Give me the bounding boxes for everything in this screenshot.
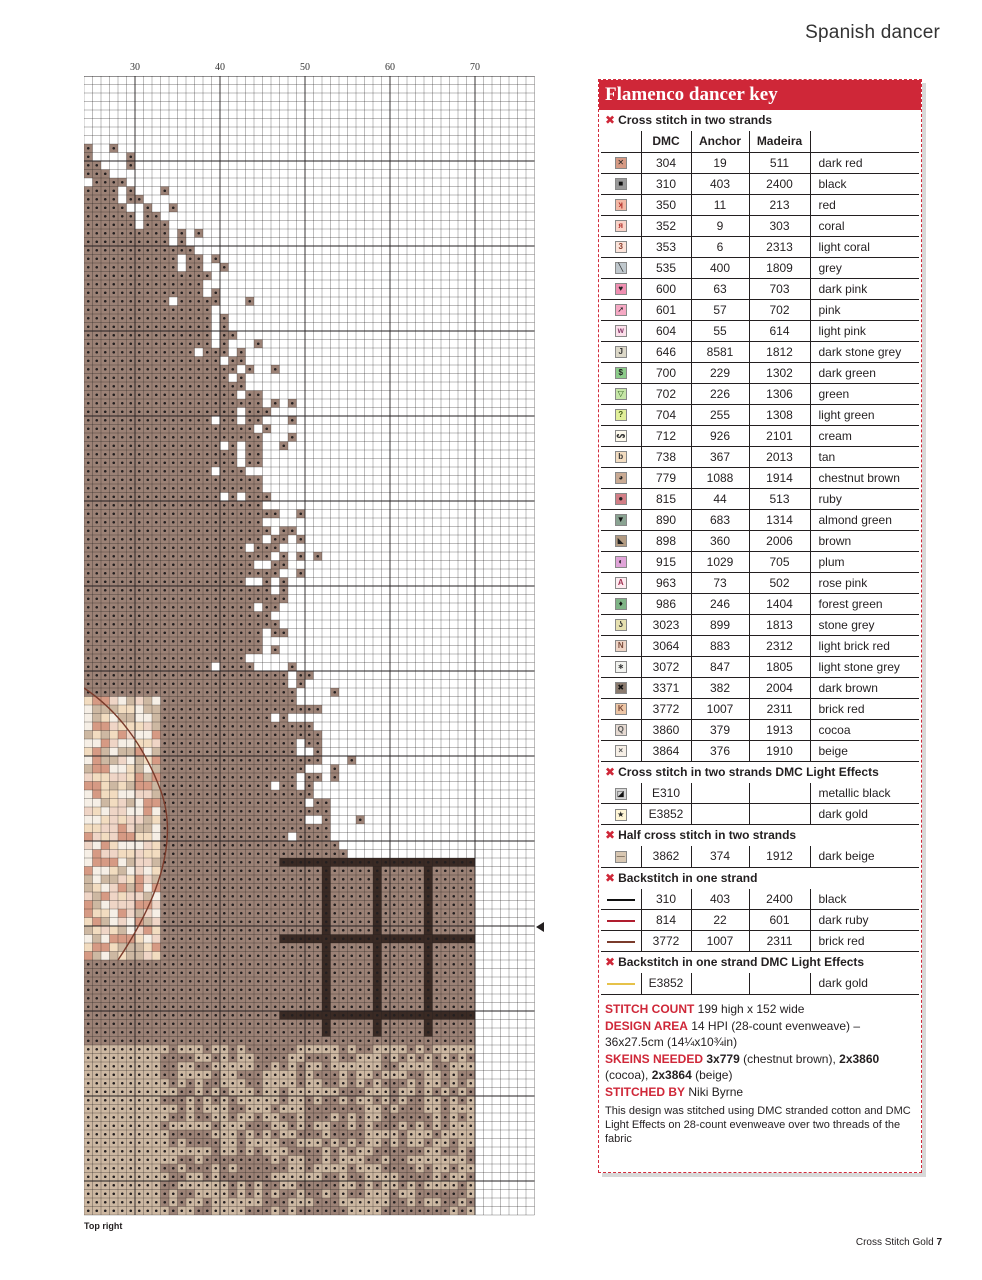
dmc-code: 963 <box>641 572 691 593</box>
key-row <box>601 572 919 593</box>
stitch-symbol-icon: ★ <box>615 809 627 821</box>
column-number: 60 <box>385 62 395 73</box>
stitch-symbol-icon: b <box>615 451 627 463</box>
symbol-cell <box>601 551 641 572</box>
table-header-row <box>601 131 919 152</box>
stitch-symbol-icon: ▼ <box>615 514 627 526</box>
anchor-code: 19 <box>691 152 749 173</box>
dmc-code: 310 <box>641 173 691 194</box>
anchor-code: 1088 <box>691 467 749 488</box>
cross-stitch-table <box>601 131 919 762</box>
key-row <box>601 320 919 341</box>
color-name: rose pink <box>810 572 919 593</box>
stitch-symbol-icon: $ <box>615 367 627 379</box>
color-name: black <box>810 889 919 910</box>
madeira-code: 2311 <box>749 698 810 719</box>
madeira-code: 213 <box>749 194 810 215</box>
key-row <box>601 719 919 740</box>
key-row <box>601 152 919 173</box>
key-row <box>601 910 919 931</box>
anchor-code: 1007 <box>691 931 749 952</box>
symbol-cell <box>601 404 641 425</box>
dmc-code: 779 <box>641 467 691 488</box>
color-name: brown <box>810 530 919 551</box>
symbol-cell <box>601 278 641 299</box>
madeira-code: 702 <box>749 299 810 320</box>
symbol-cell <box>601 889 641 910</box>
section-light-effects: ✖ Cross stitch in two strands DMC Light Effects <box>605 764 879 779</box>
color-name: stone grey <box>810 614 919 635</box>
anchor-code: 376 <box>691 740 749 761</box>
color-name: grey <box>810 257 919 278</box>
anchor-code: 6 <box>691 236 749 257</box>
stitch-symbol-icon: 3 <box>615 241 627 253</box>
symbol-cell <box>601 530 641 551</box>
color-name: dark ruby <box>810 910 919 931</box>
color-name: dark gold <box>810 973 919 994</box>
key-row <box>601 530 919 551</box>
madeira-code: 1914 <box>749 467 810 488</box>
anchor-code: 374 <box>691 846 749 867</box>
symbol-cell <box>601 257 641 278</box>
symbol-cell <box>601 320 641 341</box>
key-row <box>601 614 919 635</box>
dmc-code: 898 <box>641 530 691 551</box>
stitch-count: STITCH COUNT 199 high x 152 wide <box>605 1001 805 1016</box>
color-name: dark brown <box>810 677 919 698</box>
madeira-code: 1813 <box>749 614 810 635</box>
cross-icon: ✖ <box>605 113 616 127</box>
madeira-code: 705 <box>749 551 810 572</box>
key-row <box>601 425 919 446</box>
dmc-code: 3772 <box>641 698 691 719</box>
anchor-code: 11 <box>691 194 749 215</box>
key-row <box>601 973 919 994</box>
color-name: light brick red <box>810 635 919 656</box>
symbol-cell <box>601 383 641 404</box>
anchor-code: 8581 <box>691 341 749 362</box>
section-half-cross: ✖ Half cross stitch in two strands <box>605 828 797 842</box>
symbol-cell <box>601 719 641 740</box>
madeira-code: 2312 <box>749 635 810 656</box>
anchor-code <box>691 973 749 994</box>
thread-key-panel <box>598 79 922 1173</box>
stitch-symbol-icon: ᔕ <box>616 431 626 441</box>
symbol-cell <box>601 593 641 614</box>
dmc-code: E3852 <box>641 973 691 994</box>
madeira-code: 513 <box>749 488 810 509</box>
symbol-cell <box>601 656 641 677</box>
madeira-code: 1404 <box>749 593 810 614</box>
dmc-code: 3862 <box>641 846 691 867</box>
center-arrow-icon <box>536 922 544 932</box>
madeira-code: 1812 <box>749 341 810 362</box>
key-row <box>601 677 919 698</box>
color-name: green <box>810 383 919 404</box>
page-footer: Cross Stitch Gold 7 <box>855 1237 942 1248</box>
symbol-cell <box>601 740 641 761</box>
madeira-code: 1913 <box>749 719 810 740</box>
skeins-needed: SKEINS NEEDED 3x779 (chestnut brown), 2x3860 (cocoa), 2x3864 (beige) <box>605 1051 880 1082</box>
stitch-symbol-icon: ◐ <box>615 556 627 568</box>
key-row <box>601 846 919 867</box>
backstitch-light-table <box>601 973 919 995</box>
symbol-cell <box>601 173 641 194</box>
cross-icon: ✖ <box>605 955 616 969</box>
stitch-symbol-icon: × <box>615 745 627 757</box>
symbol-cell <box>601 509 641 530</box>
dmc-code: 700 <box>641 362 691 383</box>
dmc-code: 915 <box>641 551 691 572</box>
key-row <box>601 488 919 509</box>
color-name: ruby <box>810 488 919 509</box>
symbol-cell <box>601 299 641 320</box>
stitched-by: STITCHED BY Niki Byrne <box>605 1084 744 1099</box>
symbol-cell <box>601 467 641 488</box>
color-name: dark pink <box>810 278 919 299</box>
anchor-code: 1007 <box>691 698 749 719</box>
stitch-symbol-icon: я <box>615 220 627 232</box>
anchor-code: 63 <box>691 278 749 299</box>
color-name: brick red <box>810 698 919 719</box>
dmc-code: 353 <box>641 236 691 257</box>
dmc-code: 3072 <box>641 656 691 677</box>
key-row <box>601 656 919 677</box>
color-name: light pink <box>810 320 919 341</box>
madeira-code <box>749 783 810 804</box>
color-name: coral <box>810 215 919 236</box>
key-row <box>601 446 919 467</box>
symbol-cell <box>601 572 641 593</box>
madeira-code: 601 <box>749 910 810 931</box>
stitch-symbol-icon: ◕ <box>615 472 627 484</box>
key-row <box>601 551 919 572</box>
madeira-code: 511 <box>749 152 810 173</box>
dmc-code: 352 <box>641 215 691 236</box>
header-madeira: Madeira <box>749 131 810 152</box>
stitch-info <box>599 995 921 1146</box>
stitch-symbol-icon: ♥ <box>615 283 627 295</box>
dmc-code: 738 <box>641 446 691 467</box>
anchor-code: 57 <box>691 299 749 320</box>
dmc-code: 890 <box>641 509 691 530</box>
symbol-cell <box>601 194 641 215</box>
dmc-code: E310 <box>641 783 691 804</box>
anchor-code: 360 <box>691 530 749 551</box>
madeira-code: 502 <box>749 572 810 593</box>
symbol-cell <box>601 804 641 825</box>
dmc-code: 600 <box>641 278 691 299</box>
color-name: light stone grey <box>810 656 919 677</box>
stitch-symbol-icon: w <box>615 325 627 337</box>
madeira-code: 2013 <box>749 446 810 467</box>
column-number: 40 <box>215 62 225 73</box>
stitch-symbol-icon: ● <box>615 493 627 505</box>
section-cross-stitch: ✖ Cross stitch in two strands <box>605 113 773 127</box>
dmc-code: 814 <box>641 910 691 931</box>
dmc-code: 815 <box>641 488 691 509</box>
section-backstitch: ✖ Backstitch in one strand <box>605 870 758 885</box>
anchor-code: 22 <box>691 910 749 931</box>
anchor-code: 255 <box>691 404 749 425</box>
anchor-code: 367 <box>691 446 749 467</box>
key-row <box>601 740 919 761</box>
key-row <box>601 341 919 362</box>
symbol-cell <box>601 677 641 698</box>
madeira-code: 2101 <box>749 425 810 446</box>
color-name: light green <box>810 404 919 425</box>
stitch-symbol-icon: ∗ <box>615 661 627 673</box>
madeira-code: 303 <box>749 215 810 236</box>
stitch-note: This design was stitched using DMC stranded cotton and DMC Light Effects on 28-count evenweave over two threads of the fabric <box>605 1104 911 1145</box>
dmc-code: 702 <box>641 383 691 404</box>
anchor-code: 229 <box>691 362 749 383</box>
column-number: 30 <box>130 62 140 73</box>
dmc-code: 304 <box>641 152 691 173</box>
stitch-symbol-icon: K <box>615 703 627 715</box>
stitch-symbol-icon: ◣ <box>615 535 627 547</box>
stitch-symbol-icon: J <box>615 346 627 358</box>
anchor-code: 1029 <box>691 551 749 572</box>
anchor-code: 382 <box>691 677 749 698</box>
color-name: dark green <box>810 362 919 383</box>
stitch-symbol-icon: ʖ <box>615 619 627 631</box>
backstitch-line-icon <box>607 941 635 943</box>
color-name: dark red <box>810 152 919 173</box>
color-name: tan <box>810 446 919 467</box>
anchor-code: 44 <box>691 488 749 509</box>
key-row <box>601 931 919 952</box>
madeira-code: 1912 <box>749 846 810 867</box>
madeira-code: 1308 <box>749 404 810 425</box>
anchor-code: 847 <box>691 656 749 677</box>
header-anchor: Anchor <box>691 131 749 152</box>
key-row <box>601 783 919 804</box>
stitch-symbol-icon: ✖ <box>615 682 627 694</box>
stitch-symbol-icon: ♦ <box>615 598 627 610</box>
anchor-code: 899 <box>691 614 749 635</box>
symbol-cell <box>601 152 641 173</box>
backstitch-line-icon <box>607 920 635 922</box>
key-row <box>601 509 919 530</box>
key-row <box>601 404 919 425</box>
anchor-code: 403 <box>691 173 749 194</box>
chart-grid-svg <box>84 76 536 1216</box>
anchor-code: 883 <box>691 635 749 656</box>
dmc-code: 646 <box>641 341 691 362</box>
anchor-code: 73 <box>691 572 749 593</box>
madeira-code: 703 <box>749 278 810 299</box>
dmc-code: 712 <box>641 425 691 446</box>
madeira-code: 2311 <box>749 931 810 952</box>
dmc-code: 535 <box>641 257 691 278</box>
color-name: metallic black <box>810 783 919 804</box>
stitch-symbol-icon: — <box>616 852 625 862</box>
page-title: Spanish dancer <box>805 22 940 43</box>
anchor-code: 403 <box>691 889 749 910</box>
dmc-code: E3852 <box>641 804 691 825</box>
dmc-code: 3023 <box>641 614 691 635</box>
madeira-code: 2400 <box>749 889 810 910</box>
color-name: cocoa <box>810 719 919 740</box>
key-row <box>601 257 919 278</box>
cross-icon: ✖ <box>605 764 616 779</box>
anchor-code <box>691 783 749 804</box>
madeira-code: 1809 <box>749 257 810 278</box>
symbol-cell <box>601 425 641 446</box>
chart-caption: Top right <box>84 1221 123 1231</box>
anchor-code: 926 <box>691 425 749 446</box>
symbol-cell <box>601 783 641 804</box>
key-row <box>601 362 919 383</box>
color-name: red <box>810 194 919 215</box>
backstitch-line-icon <box>607 899 635 901</box>
symbol-cell <box>601 931 641 952</box>
key-row <box>601 299 919 320</box>
cross-icon: ✖ <box>605 828 616 842</box>
stitch-symbol-icon: ■ <box>615 178 627 190</box>
cross-stitch-chart <box>84 76 536 1216</box>
dmc-code: 3371 <box>641 677 691 698</box>
madeira-code: 2400 <box>749 173 810 194</box>
backstitch-table <box>601 889 919 953</box>
dmc-code: 3772 <box>641 931 691 952</box>
madeira-code: 2006 <box>749 530 810 551</box>
dmc-code: 704 <box>641 404 691 425</box>
anchor-code: 379 <box>691 719 749 740</box>
dmc-code: 3860 <box>641 719 691 740</box>
color-name: pink <box>810 299 919 320</box>
color-name: black <box>810 173 919 194</box>
header-dmc: DMC <box>641 131 691 152</box>
color-name: chestnut brown <box>810 467 919 488</box>
key-row <box>601 635 919 656</box>
symbol-cell <box>601 488 641 509</box>
madeira-code <box>749 804 810 825</box>
stitch-symbol-icon: ▽ <box>615 388 627 400</box>
color-name: almond green <box>810 509 919 530</box>
stitch-symbol-icon: Q <box>615 724 627 736</box>
stitch-symbol-icon: ʞ <box>615 199 627 211</box>
anchor-code: 246 <box>691 593 749 614</box>
symbol-cell <box>601 973 641 994</box>
chart-column-numbers <box>84 62 536 74</box>
key-row <box>601 383 919 404</box>
column-number: 70 <box>470 62 480 73</box>
color-name: light coral <box>810 236 919 257</box>
design-area: DESIGN AREA 14 HPI (28-count evenweave) – 36x27.5cm (14¼x10¾in) <box>605 1018 861 1049</box>
color-name: dark beige <box>810 846 919 867</box>
color-name: dark stone grey <box>810 341 919 362</box>
madeira-code: 1910 <box>749 740 810 761</box>
section-backstitch-light: ✖ Backstitch in one strand DMC Light Effects <box>605 955 865 969</box>
stitch-symbol-icon: ? <box>615 409 627 421</box>
dmc-code: 3864 <box>641 740 691 761</box>
symbol-cell <box>601 698 641 719</box>
madeira-code: 1314 <box>749 509 810 530</box>
stitch-symbol-icon: N <box>615 640 627 652</box>
dmc-code: 310 <box>641 889 691 910</box>
dmc-code: 601 <box>641 299 691 320</box>
madeira-code: 1805 <box>749 656 810 677</box>
key-row <box>601 889 919 910</box>
symbol-cell <box>601 236 641 257</box>
key-row <box>601 278 919 299</box>
madeira-code <box>749 973 810 994</box>
page-number: 7 <box>936 1237 942 1248</box>
symbol-cell <box>601 215 641 236</box>
madeira-code: 614 <box>749 320 810 341</box>
key-row <box>601 173 919 194</box>
symbol-cell <box>601 446 641 467</box>
dmc-code: 604 <box>641 320 691 341</box>
key-row <box>601 236 919 257</box>
madeira-code: 2004 <box>749 677 810 698</box>
key-row <box>601 804 919 825</box>
key-title: Flamenco dancer key <box>599 80 921 110</box>
color-name: forest green <box>810 593 919 614</box>
stitch-symbol-icon: ╲ <box>615 262 627 274</box>
anchor-code: 400 <box>691 257 749 278</box>
symbol-cell <box>601 614 641 635</box>
cross-icon: ✖ <box>605 870 616 885</box>
anchor-code: 226 <box>691 383 749 404</box>
stitch-symbol-icon: ➚ <box>615 304 627 316</box>
stitch-symbol-icon: ◪ <box>615 788 627 800</box>
column-number: 50 <box>300 62 310 73</box>
color-name: brick red <box>810 931 919 952</box>
anchor-code: 9 <box>691 215 749 236</box>
stitch-symbol-icon: ✕ <box>615 157 627 169</box>
symbol-cell <box>601 341 641 362</box>
symbol-cell <box>601 846 641 867</box>
dmc-code: 350 <box>641 194 691 215</box>
symbol-cell <box>601 362 641 383</box>
stitch-symbol-icon: A <box>615 577 627 589</box>
key-row <box>601 467 919 488</box>
dmc-code: 986 <box>641 593 691 614</box>
anchor-code <box>691 804 749 825</box>
symbol-cell <box>601 910 641 931</box>
madeira-code: 1306 <box>749 383 810 404</box>
color-name: cream <box>810 425 919 446</box>
color-name: plum <box>810 551 919 572</box>
key-row <box>601 698 919 719</box>
half-cross-table <box>601 846 919 868</box>
backstitch-line-icon <box>607 983 635 985</box>
dmc-code: 3064 <box>641 635 691 656</box>
color-name: beige <box>810 740 919 761</box>
color-name: dark gold <box>810 804 919 825</box>
madeira-code: 1302 <box>749 362 810 383</box>
key-row <box>601 593 919 614</box>
key-row <box>601 194 919 215</box>
symbol-cell <box>601 635 641 656</box>
anchor-code: 683 <box>691 509 749 530</box>
anchor-code: 55 <box>691 320 749 341</box>
key-row <box>601 215 919 236</box>
light-effects-table <box>601 783 919 826</box>
madeira-code: 2313 <box>749 236 810 257</box>
